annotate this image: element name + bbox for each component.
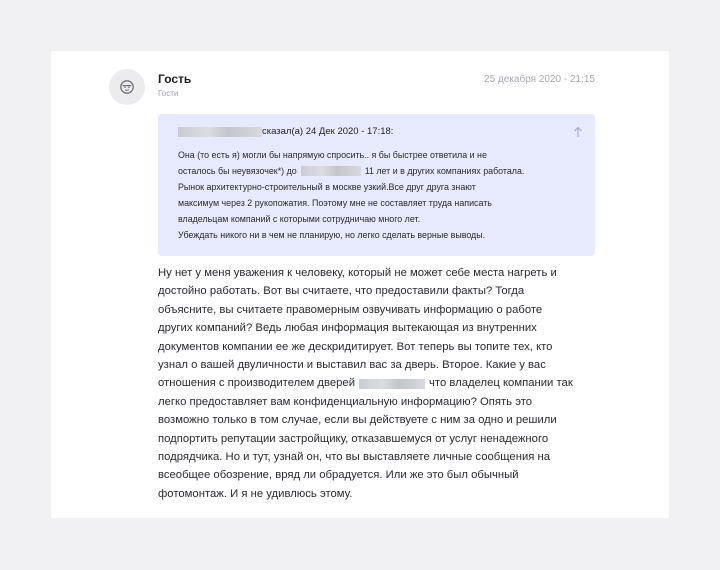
quote-line: Убеждать никого ни в чем не планирую, но легко сделать верные выводы. xyxy=(178,230,486,240)
post-line: подпортить репутации застройщику, отказавшемуся от услуг ненадежного xyxy=(158,432,549,445)
post-line: объясните, вы считаете правомерным озвучивать информацию о работе xyxy=(158,303,543,316)
post-line: других компаний? Ведь любая информация вытекающая из внутренних xyxy=(158,322,537,335)
forum-post-card xyxy=(51,51,669,518)
post-line xyxy=(158,374,588,392)
quote-line: максимум через 2 рукопожатия. Поэтому мне не составляет труда написать xyxy=(178,198,492,208)
quote-line: Рынок архитектурно-строительный в москве узкий.Все друг друга знают xyxy=(178,182,476,192)
quote-line-text: 11 лет и в других компаниях работала. xyxy=(364,166,525,176)
quote-block xyxy=(158,114,595,256)
post-line: достойно работать. Вот вы считаете, что предоставили факты? Тогда xyxy=(158,285,525,298)
redacted-text xyxy=(301,166,361,176)
post-line: подрядчика. Но и тут, узнай он, что вы выставляете личные сообщения на xyxy=(158,451,551,464)
redacted-text xyxy=(359,379,425,389)
avatar[interactable] xyxy=(109,69,145,105)
post-line: фотомонтаж. И я не удивлюсь этому. xyxy=(158,487,353,500)
quote-line-text: осталось бы неувязочек*) до xyxy=(178,166,297,176)
quote-header xyxy=(178,125,575,139)
post-line: Ну нет у меня уважения к человеку, который не может себе места нагреть и xyxy=(158,267,557,279)
post-line-text: что владелец компании так xyxy=(429,377,573,390)
post-line-text: отношения с производителем дверей xyxy=(158,377,356,390)
post-line: всеобщее обозрение, вряд ли обрадуется. Или же это был обычный xyxy=(158,469,519,482)
post-date[interactable]: 25 декабря 2020 - 21:15 xyxy=(484,74,595,85)
post-line: узнал о вашей двуличности и выставил вас за дверь. Второе. Какие у вас xyxy=(158,359,546,372)
post-line: возможно только в том случае, если вы действуете с ним за одно и решили xyxy=(158,414,557,427)
quote-body xyxy=(178,147,575,243)
author-group: Гости xyxy=(158,89,179,98)
redacted-username xyxy=(178,127,262,137)
quote-header-text: сказал(а) 24 Дек 2020 - 17:18: xyxy=(262,126,394,137)
arrow-up-icon[interactable] xyxy=(573,126,583,138)
quote-line: владельцам компаний с которыми сотрудничаю много лет. xyxy=(178,214,421,224)
post-body xyxy=(158,264,588,503)
post-line: документов компании ее же дескридитирует. Вот теперь вы топите тех, кто xyxy=(158,340,553,353)
quote-line xyxy=(178,163,575,179)
quote-line: Она (то есть я) могли бы напрямую спросить.. я бы быстрее ответила и не xyxy=(178,150,487,160)
guest-face-icon xyxy=(119,79,135,95)
post-line: легко предоставляет вам конфиденциальную информацию? Опять это xyxy=(158,395,533,408)
author-name[interactable]: Гость xyxy=(158,72,192,86)
